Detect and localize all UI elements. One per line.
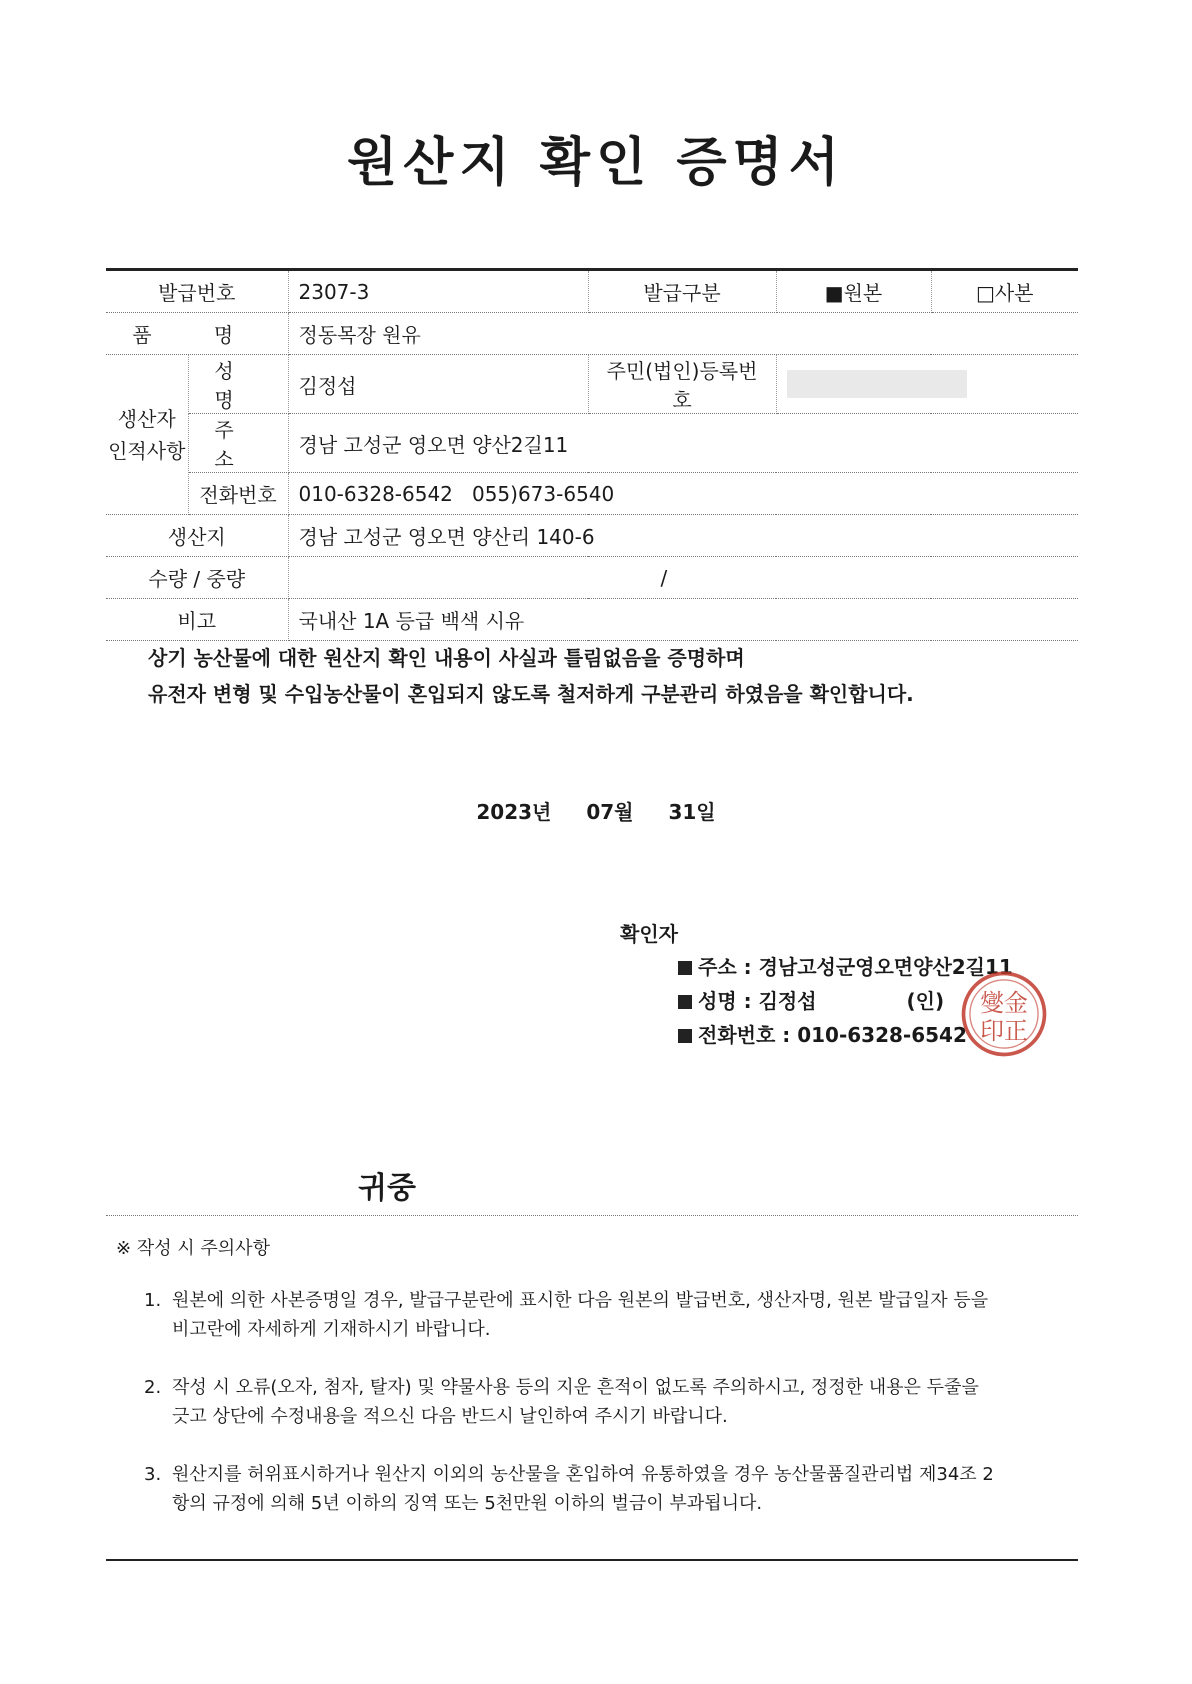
issue-no-label: 발급번호 xyxy=(106,270,288,313)
regno-label: 주민(법인)등록번호 xyxy=(588,355,776,414)
notes-top-divider xyxy=(106,1215,1078,1216)
quantity-value: / xyxy=(288,557,1078,599)
square-bullet-icon xyxy=(678,1029,692,1043)
notes-list xyxy=(144,1286,1070,1547)
name-label: 성 명 xyxy=(188,355,288,414)
document-title: 원산지 확인 증명서 xyxy=(346,133,846,193)
square-bullet-icon xyxy=(678,995,692,1009)
original-checkbox: ■원본 xyxy=(776,270,931,313)
origin-label: 생산지 xyxy=(106,515,288,557)
note-line: 원산지를 허위표시하거나 원산지 이외의 농산물을 혼입하여 유통하였을 경우 농산물품질관리법 제34조 2 xyxy=(172,1464,994,1485)
date-day: 31일 xyxy=(668,800,716,824)
confirmer-name: 성명 : 김정섭 xyxy=(698,989,817,1013)
declaration xyxy=(148,640,914,712)
declaration-line-1: 상기 농산물에 대한 원산지 확인 내용이 사실과 틀림없음을 증명하며 xyxy=(148,646,745,670)
copy-checkbox: □사본 xyxy=(931,270,1078,313)
origin-value: 경남 고성군 영오면 양산리 140-6 xyxy=(288,515,1078,557)
issue-type-label: 발급구분 xyxy=(588,270,776,313)
quantity-label: 수량 / 중량 xyxy=(106,557,288,599)
remark-label: 비고 xyxy=(106,599,288,641)
producer-label-line2: 인적사항 xyxy=(108,438,186,463)
redacted-block xyxy=(787,370,967,398)
address-label: 주 소 xyxy=(188,414,288,473)
note-line: 원본에 의한 사본증명일 경우, 발급구분란에 표시한 다음 원본의 발급번호, 생산자명, 원본 발급일자 등을 xyxy=(172,1290,989,1311)
phone-value: 010-6328-6542 055)673-6540 xyxy=(288,473,1078,515)
svg-text:印正: 印正 xyxy=(980,1016,1028,1045)
personal-seal-stamp xyxy=(958,968,1050,1060)
note-line: 작성 시 오류(오자, 첨자, 탈자) 및 약물사용 등의 지운 흔적이 없도록 주의하시고, 정정한 내용은 두줄을 xyxy=(172,1377,979,1398)
confirmer-label: 확인자 xyxy=(620,922,678,946)
phone-label: 전화번호 xyxy=(188,473,288,515)
product-label: 품 명 xyxy=(106,313,288,355)
declaration-line-2: 유전자 변형 및 수입농산물이 혼입되지 않도록 철저하게 구분관리 하였음을 확인합니다. xyxy=(148,682,914,706)
certificate-table xyxy=(106,268,1078,641)
note-item xyxy=(144,1460,1070,1518)
address-value: 경남 고성군 영오면 양산2길11 xyxy=(288,414,1078,473)
regno-value xyxy=(776,355,1078,414)
product-value: 정동목장 원유 xyxy=(288,313,1078,355)
bottom-rule xyxy=(106,1559,1078,1561)
name-value: 김정섭 xyxy=(288,355,588,414)
date-month: 07월 xyxy=(586,800,634,824)
svg-text:燮金: 燮金 xyxy=(980,989,1028,1018)
notes-heading: ※ 작성 시 주의사항 xyxy=(116,1238,270,1259)
confirmer-phone: 전화번호 : 010-6328-6542 xyxy=(698,1023,967,1047)
square-bullet-icon xyxy=(678,961,692,975)
note-number: 3. xyxy=(144,1464,162,1485)
note-number: 2. xyxy=(144,1377,162,1398)
date-year: 2023년 xyxy=(476,800,552,824)
note-line: 비고란에 자세하게 기재하시기 바랍니다. xyxy=(172,1319,491,1340)
note-number: 1. xyxy=(144,1290,162,1311)
note-line: 긋고 상단에 수정내용을 적으신 다음 반드시 날인하여 주시기 바랍니다. xyxy=(172,1406,728,1427)
issue-no-value: 2307-3 xyxy=(288,270,588,313)
confirmer-address: 주소 : 경남고성군영오면양산2길11 xyxy=(698,955,1013,979)
recipient-label: 귀중 xyxy=(358,1171,416,1206)
issue-date xyxy=(0,796,1192,825)
producer-label xyxy=(106,355,188,515)
note-item xyxy=(144,1286,1070,1344)
producer-label-line1: 생산자 xyxy=(117,406,176,431)
remark-value: 국내산 1A 등급 백색 시유 xyxy=(288,599,1078,641)
note-line: 항의 규정에 의해 5년 이하의 징역 또는 5천만원 이하의 벌금이 부과됩니다. xyxy=(172,1493,763,1514)
note-item xyxy=(144,1373,1070,1431)
seal-mark: (인) xyxy=(906,989,945,1013)
